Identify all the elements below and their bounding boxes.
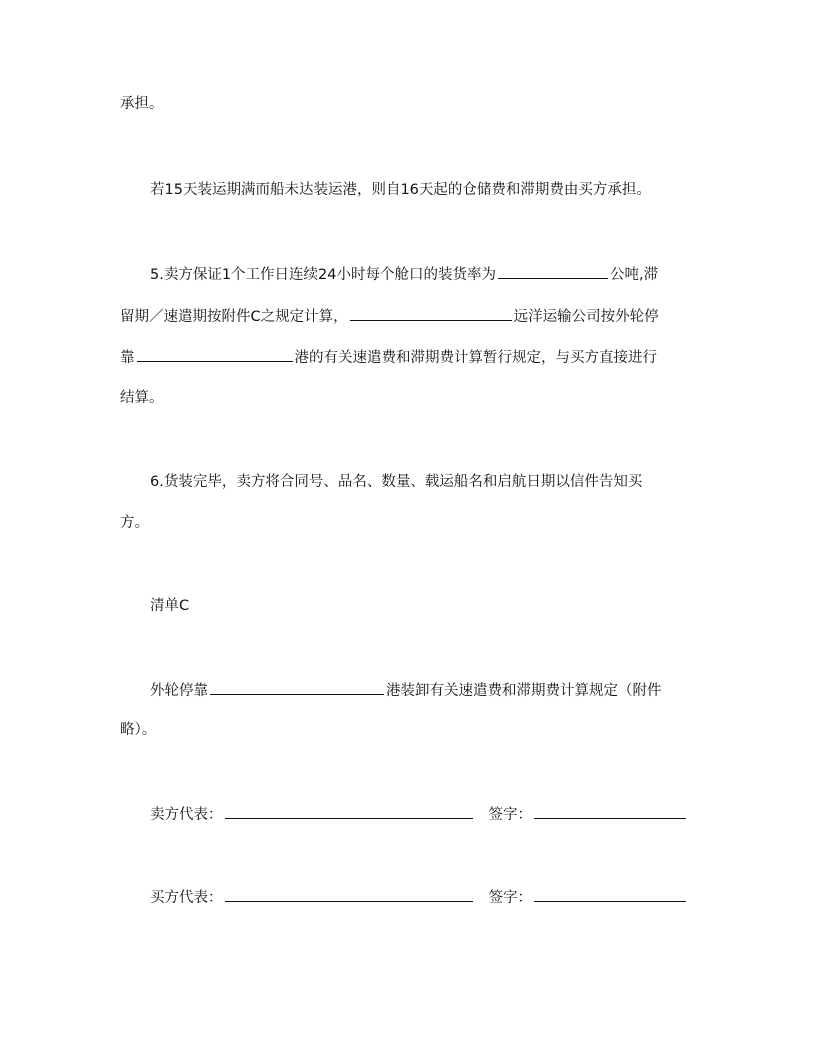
clause-5-text: 5.卖方保证1个工作日连续24小时每个舱口的装货率为 — [150, 267, 497, 283]
foreign-vessel-text: 外轮停靠 — [150, 683, 208, 699]
foreign-vessel-rules-text: 港装卸有关速遣费和滞期费计算规定（附件 — [386, 683, 662, 699]
seller-signature-row — [150, 803, 698, 825]
clause-5-berth-text: 靠 — [120, 350, 135, 366]
paragraph-15-days — [150, 180, 651, 200]
clause-5-demurrage-text: 留期／速遣期按附件C之规定计算， — [120, 309, 348, 325]
clause-6-text: 6.货装完毕，卖方将合同号、品名、数量、载运船名和启航日期以信件告知买 — [150, 474, 643, 490]
port-blank[interactable] — [137, 346, 293, 362]
list-c-title: 清单C — [150, 598, 190, 614]
buyer-rep-blank[interactable] — [225, 886, 473, 902]
paragraph-5-line-4 — [120, 388, 164, 408]
seller-rep-label: 卖方代表： — [150, 807, 223, 823]
paragraph-5-line-3 — [120, 346, 657, 368]
buyer-sign-blank[interactable] — [534, 886, 686, 902]
paragraph-tail — [120, 94, 164, 114]
buyer-rep-label: 买方代表： — [150, 890, 223, 906]
paragraph-tail-text: 承担。 — [120, 96, 164, 112]
loading-rate-blank[interactable] — [498, 263, 608, 279]
clause-5-company-text: 远洋运输公司按外轮停 — [513, 309, 659, 325]
paragraph-5-line-1 — [150, 263, 658, 285]
paragraph-5-line-2 — [120, 305, 659, 327]
foreign-vessel-line-1 — [150, 679, 662, 701]
foreign-port-blank[interactable] — [210, 679, 384, 695]
clause-5-settlement-text: 结算。 — [120, 390, 164, 406]
clause-5-port-text: 港的有关速遣费和滞期费计算暂行规定，与买方直接进行 — [294, 350, 657, 366]
buyer-signature-row — [150, 886, 698, 908]
seller-rep-blank[interactable] — [225, 803, 473, 819]
list-c-heading — [150, 596, 189, 616]
foreign-vessel-tail-text: 略）。 — [120, 722, 157, 738]
paragraph-6-line-2 — [120, 513, 149, 533]
paragraph-6-line-1 — [150, 472, 642, 492]
clause-6-tail-text: 方。 — [120, 515, 149, 531]
seller-sign-blank[interactable] — [534, 803, 686, 819]
seller-sign-label: 签字： — [488, 807, 532, 823]
clause-5-unit-text: 公吨,滞 — [610, 267, 659, 283]
shipping-company-blank[interactable] — [350, 305, 512, 321]
buyer-sign-label: 签字： — [488, 890, 532, 906]
foreign-vessel-line-2 — [120, 720, 156, 740]
paragraph-15-days-text: 若15天装运期满而船未达装运港，则自16天起的仓储费和滞期费由买方承担。 — [150, 182, 651, 198]
